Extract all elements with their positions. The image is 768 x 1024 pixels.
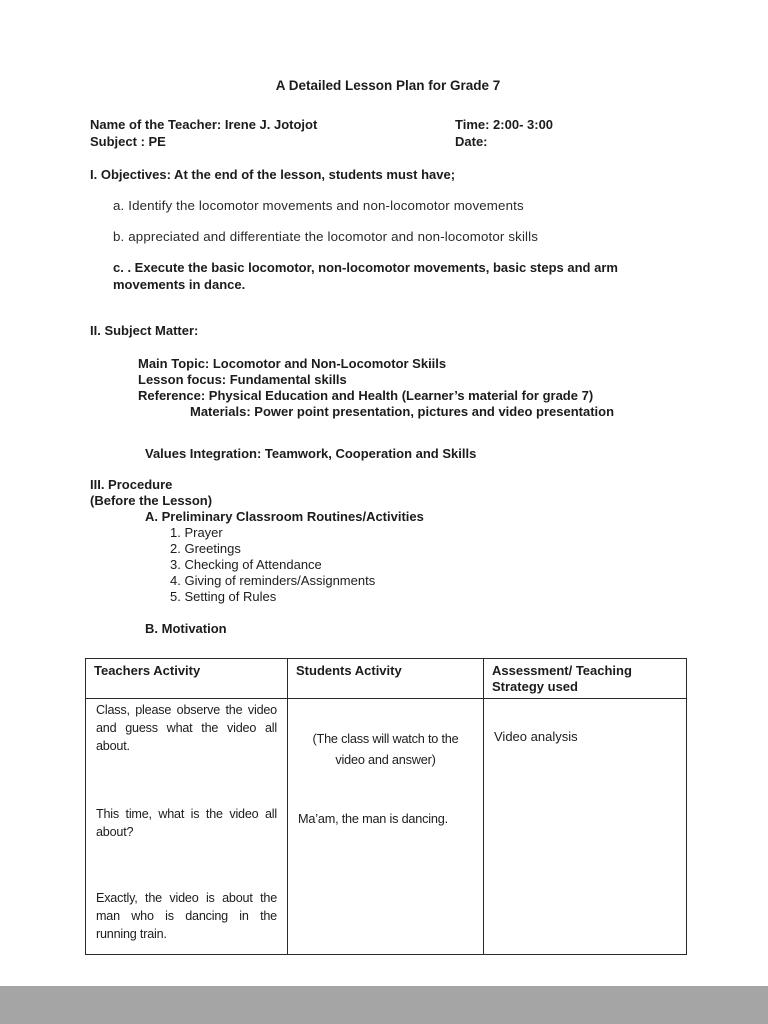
routines-list [170, 525, 686, 605]
document-title: A Detailed Lesson Plan for Grade 7 [275, 78, 501, 93]
teacher-line-2: This time, what is the video all about? [96, 807, 277, 839]
objective-item-a: a. Identify the locomotor movements and non-locomotor movements [113, 198, 524, 213]
students-activity-cell [288, 699, 484, 955]
assessment-line-1: Video analysis [494, 729, 578, 744]
header-teachers-activity: Teachers Activity [86, 659, 288, 699]
student-line-2: Ma’am, the man is dancing. [298, 812, 448, 826]
materials-line: Materials: Power point presentation, pictures and video presentation [190, 404, 615, 419]
procedure-section-a: A. Preliminary Classroom Routines/Activities [145, 509, 424, 524]
header-assessment: Assessment/ Teaching Strategy used [484, 659, 687, 699]
objective-item-b: b. appreciated and differentiate the locomotor and non-locomotor skills [113, 229, 539, 244]
procedure-heading: III. Procedure [90, 477, 173, 492]
teacher-name: Name of the Teacher: Irene J. Jotojot [90, 117, 318, 132]
student-line-1: (The class will watch to the video and answer) [312, 732, 459, 767]
routine-item: 4. Giving of reminders/Assignments [170, 573, 376, 588]
routine-item: 5. Setting of Rules [170, 589, 277, 604]
routine-item: 1. Prayer [170, 525, 223, 540]
teacher-line-1: Class, please observe the video and guess what the video all about. [96, 703, 277, 753]
motivation-table [85, 658, 687, 955]
reference-line: Reference: Physical Education and Health (Learner’s material for grade 7) [138, 388, 594, 403]
table-body-row [86, 699, 687, 955]
routine-item: 2. Greetings [170, 541, 241, 556]
meta-row-1 [90, 117, 686, 134]
procedure-section-b: B. Motivation [145, 621, 227, 636]
subject-matter-block [138, 356, 686, 420]
viewer-gutter [0, 986, 768, 1024]
teacher-line-3: Exactly, the video is about the man who is dancing in the running train. [96, 891, 277, 941]
routine-item: 3. Checking of Attendance [170, 557, 322, 572]
lesson-focus-line: Lesson focus: Fundamental skills [138, 372, 347, 387]
objectives-heading: I. Objectives: At the end of the lesson, students must have; [90, 167, 456, 182]
subject-matter-heading: II. Subject Matter: [90, 323, 199, 338]
main-topic-line: Main Topic: Locomotor and Non-Locomotor Skiils [138, 356, 447, 371]
date-field: Date: [455, 133, 488, 149]
assessment-cell [484, 699, 687, 955]
values-integration-line: Values Integration: Teamwork, Cooperation and Skills [145, 446, 477, 461]
subject-field: Subject : PE [90, 133, 166, 149]
procedure-stage: (Before the Lesson) [90, 493, 213, 508]
teachers-activity-cell [86, 699, 288, 955]
meta-row-2 [90, 134, 686, 151]
time-field: Time: 2:00- 3:00 [455, 117, 554, 132]
table-header-row [86, 659, 687, 699]
objective-item-c: c. . Execute the basic locomotor, non-locomotor movements, basic steps and arm movements in dance. [113, 260, 618, 292]
header-students-activity: Students Activity [288, 659, 484, 699]
